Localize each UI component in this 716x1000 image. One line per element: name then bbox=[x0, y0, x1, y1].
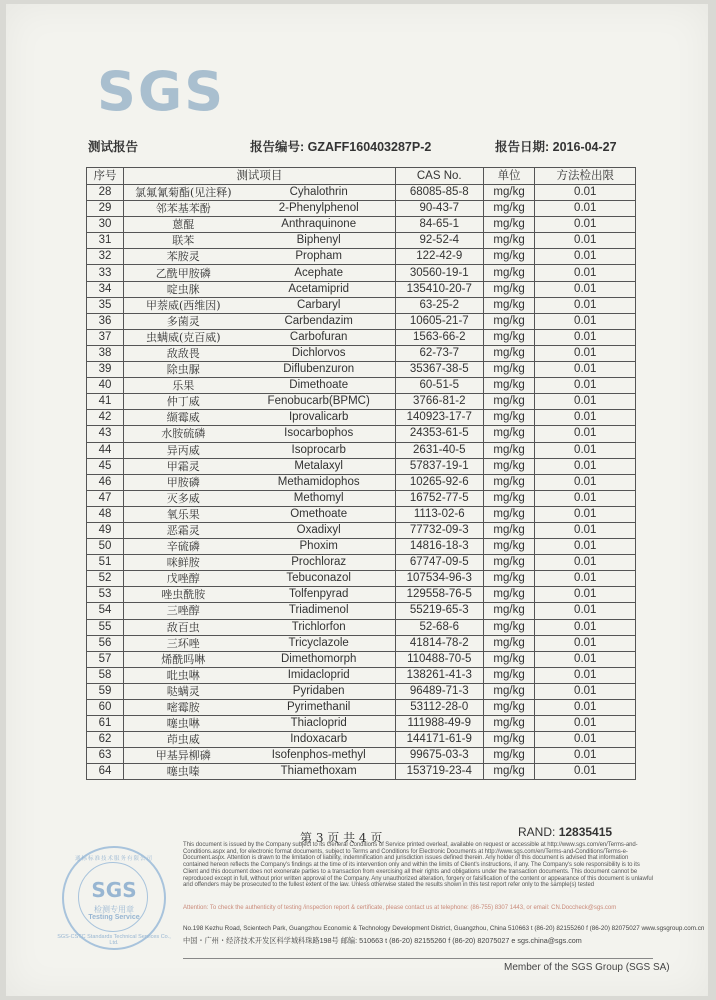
row-item-en: Indoxacarb bbox=[243, 732, 396, 748]
row-number: 52 bbox=[87, 571, 124, 587]
table-row bbox=[87, 201, 636, 217]
row-item-cn: 甲胺磷 bbox=[124, 474, 243, 490]
row-cas-no: 55219-65-3 bbox=[395, 603, 483, 619]
row-number: 50 bbox=[87, 539, 124, 555]
row-unit: mg/kg bbox=[483, 764, 535, 780]
table-row bbox=[87, 587, 636, 603]
row-unit: mg/kg bbox=[483, 603, 535, 619]
row-number: 35 bbox=[87, 297, 124, 313]
row-unit: mg/kg bbox=[483, 265, 535, 281]
row-item-en: Methamidophos bbox=[243, 474, 396, 490]
row-unit: mg/kg bbox=[483, 700, 535, 716]
row-item-cn: 哒螨灵 bbox=[124, 683, 243, 699]
row-cas-no: 153719-23-4 bbox=[395, 764, 483, 780]
row-cas-no: 30560-19-1 bbox=[395, 265, 483, 281]
row-cas-no: 63-25-2 bbox=[395, 297, 483, 313]
row-detection-limit: 0.01 bbox=[535, 635, 636, 651]
stamp-ring-bottom-text: SGS-CSTC Standards Technical Services Co., Ltd. bbox=[57, 934, 171, 946]
table-row bbox=[87, 233, 636, 249]
row-cas-no: 67747-09-5 bbox=[395, 555, 483, 571]
row-detection-limit: 0.01 bbox=[535, 394, 636, 410]
row-detection-limit: 0.01 bbox=[535, 667, 636, 683]
row-number: 48 bbox=[87, 506, 124, 522]
address-chinese: 中国・广州・经济技术开发区科学城科珠路198号 邮编: 510663 t (86-20) 82155260 f (86-20) 82075027 e sgs.china@sgs.com bbox=[183, 936, 582, 945]
footer-divider bbox=[183, 958, 653, 959]
table-row bbox=[87, 732, 636, 748]
row-cas-no: 111988-49-9 bbox=[395, 716, 483, 732]
row-item-cn: 甲基异柳磷 bbox=[124, 748, 243, 764]
stamp-ring-top-text: 通标标准技术服务有限公司 bbox=[74, 856, 153, 862]
row-cas-no: 77732-09-3 bbox=[395, 522, 483, 538]
row-unit: mg/kg bbox=[483, 635, 535, 651]
row-detection-limit: 0.01 bbox=[535, 522, 636, 538]
row-item-cn: 氯氟氰菊酯(见注释) bbox=[124, 185, 243, 201]
row-detection-limit: 0.01 bbox=[535, 700, 636, 716]
row-item-cn: 缬霉威 bbox=[124, 410, 243, 426]
row-number: 61 bbox=[87, 716, 124, 732]
row-cas-no: 53112-28-0 bbox=[395, 700, 483, 716]
row-item-cn: 三唑醇 bbox=[124, 603, 243, 619]
row-detection-limit: 0.01 bbox=[535, 442, 636, 458]
row-detection-limit: 0.01 bbox=[535, 603, 636, 619]
row-unit: mg/kg bbox=[483, 281, 535, 297]
row-number: 56 bbox=[87, 635, 124, 651]
table-row bbox=[87, 442, 636, 458]
row-item-en: Imidacloprid bbox=[243, 667, 396, 683]
row-cas-no: 84-65-1 bbox=[395, 217, 483, 233]
row-unit: mg/kg bbox=[483, 297, 535, 313]
table-row bbox=[87, 345, 636, 361]
row-item-cn: 三环唑 bbox=[124, 635, 243, 651]
row-item-en: Iprovalicarb bbox=[243, 410, 396, 426]
row-number: 34 bbox=[87, 281, 124, 297]
row-item-cn: 敌百虫 bbox=[124, 619, 243, 635]
row-detection-limit: 0.01 bbox=[535, 716, 636, 732]
table-row bbox=[87, 539, 636, 555]
row-item-cn: 灭多威 bbox=[124, 490, 243, 506]
table-row bbox=[87, 555, 636, 571]
row-cas-no: 62-73-7 bbox=[395, 345, 483, 361]
row-item-en: Trichlorfon bbox=[243, 619, 396, 635]
legal-disclaimer: This document is issued by the Company subject to its General Conditions of Service printed overleaf, available on request or accessible at http://www.sgs.com/en/Terms-and-Conditions.aspx and, for electronic format documents, subject to Terms and Conditions for Electronic Documents at http://www.sgs.com/en/Terms-and-Conditions/Terms-e-Document.aspx. Attention is drawn to the limitation of liability, indemnification and jurisdiction issues defined therein. Any holder of this document is advised that information contained hereon reflects the Company's findings at the time of its intervention only and within the limits of Client's instructions, if any. The Company's sole responsibility is to its Client and this document does not exonerate parties to a transaction from exercising all their rights and obligations under the transaction documents. This document cannot be reproduced except in full, without prior written approval of the Company. Any unauthorized alteration, forgery or falsification of the content or appearance of this document is unlawful and offenders may be prosecuted to the fullest extent of the law. Unless otherwise stated the results shown in this test report refer only to the sample(s) tested bbox=[183, 842, 653, 889]
row-unit: mg/kg bbox=[483, 313, 535, 329]
row-item-cn: 吡虫啉 bbox=[124, 667, 243, 683]
row-cas-no: 3766-81-2 bbox=[395, 394, 483, 410]
authenticity-notice: Attention: To check the authenticity of testing /inspection report & certificate, please contact us at telephone: (86-755) 8307 1443, or email: CN.Doccheck@sgs.com bbox=[183, 905, 617, 911]
row-number: 44 bbox=[87, 442, 124, 458]
table-row bbox=[87, 265, 636, 281]
table-row bbox=[87, 683, 636, 699]
row-item-en: Biphenyl bbox=[243, 233, 396, 249]
row-item-en: Cyhalothrin bbox=[243, 185, 396, 201]
row-unit: mg/kg bbox=[483, 683, 535, 699]
row-number: 54 bbox=[87, 603, 124, 619]
row-unit: mg/kg bbox=[483, 394, 535, 410]
col-header-limit: 方法检出限 bbox=[535, 168, 636, 185]
row-number: 58 bbox=[87, 667, 124, 683]
row-number: 59 bbox=[87, 683, 124, 699]
row-item-en: Tricyclazole bbox=[243, 635, 396, 651]
row-detection-limit: 0.01 bbox=[535, 378, 636, 394]
row-cas-no: 122-42-9 bbox=[395, 249, 483, 265]
row-cas-no: 96489-71-3 bbox=[395, 683, 483, 699]
row-item-cn: 噻虫啉 bbox=[124, 716, 243, 732]
row-item-en: Isofenphos-methyl bbox=[243, 748, 396, 764]
row-cas-no: 10605-21-7 bbox=[395, 313, 483, 329]
page-indicator: 第 3 页 共 4 页 bbox=[300, 831, 383, 845]
row-unit: mg/kg bbox=[483, 458, 535, 474]
row-cas-no: 35367-38-5 bbox=[395, 362, 483, 378]
row-item-cn: 茚虫威 bbox=[124, 732, 243, 748]
table-row bbox=[87, 426, 636, 442]
row-item-cn: 啶虫脒 bbox=[124, 281, 243, 297]
rand-code bbox=[518, 825, 612, 839]
row-number: 33 bbox=[87, 265, 124, 281]
report-title: 测试报告 bbox=[88, 140, 139, 154]
row-item-cn: 虫螨威(克百威) bbox=[124, 329, 243, 345]
row-item-cn: 敌敌畏 bbox=[124, 345, 243, 361]
row-item-cn: 氧乐果 bbox=[124, 506, 243, 522]
row-unit: mg/kg bbox=[483, 442, 535, 458]
row-number: 32 bbox=[87, 249, 124, 265]
row-detection-limit: 0.01 bbox=[535, 490, 636, 506]
row-item-cn: 甲霜灵 bbox=[124, 458, 243, 474]
row-detection-limit: 0.01 bbox=[535, 539, 636, 555]
row-cas-no: 90-43-7 bbox=[395, 201, 483, 217]
row-unit: mg/kg bbox=[483, 571, 535, 587]
row-detection-limit: 0.01 bbox=[535, 329, 636, 345]
table-row bbox=[87, 764, 636, 780]
row-cas-no: 129558-76-5 bbox=[395, 587, 483, 603]
row-item-en: Triadimenol bbox=[243, 603, 396, 619]
report-date: 报告日期: 2016-04-27 bbox=[495, 140, 617, 154]
row-item-cn: 除虫脲 bbox=[124, 362, 243, 378]
row-item-cn: 水胺硫磷 bbox=[124, 426, 243, 442]
table-row bbox=[87, 362, 636, 378]
table-row bbox=[87, 700, 636, 716]
row-detection-limit: 0.01 bbox=[535, 506, 636, 522]
row-cas-no: 52-68-6 bbox=[395, 619, 483, 635]
row-detection-limit: 0.01 bbox=[535, 249, 636, 265]
row-cas-no: 135410-20-7 bbox=[395, 281, 483, 297]
row-item-en: Propham bbox=[243, 249, 396, 265]
row-detection-limit: 0.01 bbox=[535, 764, 636, 780]
rand-label: RAND: bbox=[518, 825, 556, 839]
row-item-en: Anthraquinone bbox=[243, 217, 396, 233]
table-row bbox=[87, 185, 636, 201]
row-detection-limit: 0.01 bbox=[535, 233, 636, 249]
row-number: 40 bbox=[87, 378, 124, 394]
table-row bbox=[87, 571, 636, 587]
row-item-en: Dichlorvos bbox=[243, 345, 396, 361]
row-item-en: Diflubenzuron bbox=[243, 362, 396, 378]
row-item-cn: 噻虫嗪 bbox=[124, 764, 243, 780]
row-number: 45 bbox=[87, 458, 124, 474]
row-item-en: Carbaryl bbox=[243, 297, 396, 313]
table-row bbox=[87, 522, 636, 538]
row-item-en: Acephate bbox=[243, 265, 396, 281]
row-item-en: Pyrimethanil bbox=[243, 700, 396, 716]
row-item-cn: 多菌灵 bbox=[124, 313, 243, 329]
row-unit: mg/kg bbox=[483, 474, 535, 490]
row-unit: mg/kg bbox=[483, 506, 535, 522]
row-cas-no: 110488-70-5 bbox=[395, 651, 483, 667]
table-header-row bbox=[87, 168, 636, 185]
row-number: 41 bbox=[87, 394, 124, 410]
row-cas-no: 10265-92-6 bbox=[395, 474, 483, 490]
row-detection-limit: 0.01 bbox=[535, 683, 636, 699]
row-unit: mg/kg bbox=[483, 217, 535, 233]
row-item-en: 2-Phenylphenol bbox=[243, 201, 396, 217]
table-row bbox=[87, 603, 636, 619]
row-unit: mg/kg bbox=[483, 185, 535, 201]
row-item-en: Acetamiprid bbox=[243, 281, 396, 297]
row-item-en: Isocarbophos bbox=[243, 426, 396, 442]
row-detection-limit: 0.01 bbox=[535, 619, 636, 635]
row-detection-limit: 0.01 bbox=[535, 474, 636, 490]
row-number: 64 bbox=[87, 764, 124, 780]
row-detection-limit: 0.01 bbox=[535, 571, 636, 587]
table-row bbox=[87, 667, 636, 683]
row-number: 47 bbox=[87, 490, 124, 506]
row-number: 36 bbox=[87, 313, 124, 329]
table-row bbox=[87, 651, 636, 667]
col-header-no: 序号 bbox=[87, 168, 124, 185]
row-detection-limit: 0.01 bbox=[535, 313, 636, 329]
row-number: 46 bbox=[87, 474, 124, 490]
row-unit: mg/kg bbox=[483, 329, 535, 345]
row-number: 43 bbox=[87, 426, 124, 442]
row-number: 53 bbox=[87, 587, 124, 603]
row-item-cn: 恶霜灵 bbox=[124, 522, 243, 538]
row-detection-limit: 0.01 bbox=[535, 732, 636, 748]
row-unit: mg/kg bbox=[483, 362, 535, 378]
row-cas-no: 1113-02-6 bbox=[395, 506, 483, 522]
row-detection-limit: 0.01 bbox=[535, 426, 636, 442]
row-item-en: Tolfenpyrad bbox=[243, 587, 396, 603]
row-unit: mg/kg bbox=[483, 201, 535, 217]
row-item-cn: 嘧霉胺 bbox=[124, 700, 243, 716]
row-number: 28 bbox=[87, 185, 124, 201]
row-number: 29 bbox=[87, 201, 124, 217]
table-row bbox=[87, 619, 636, 635]
stamp-logo: SGS bbox=[91, 878, 137, 902]
table-row bbox=[87, 458, 636, 474]
row-number: 63 bbox=[87, 748, 124, 764]
row-detection-limit: 0.01 bbox=[535, 281, 636, 297]
row-item-en: Metalaxyl bbox=[243, 458, 396, 474]
row-item-cn: 仲丁威 bbox=[124, 394, 243, 410]
row-number: 30 bbox=[87, 217, 124, 233]
member-line: Member of the SGS Group (SGS SA) bbox=[504, 962, 670, 973]
row-cas-no: 2631-40-5 bbox=[395, 442, 483, 458]
row-cas-no: 60-51-5 bbox=[395, 378, 483, 394]
row-unit: mg/kg bbox=[483, 426, 535, 442]
row-number: 49 bbox=[87, 522, 124, 538]
results-table bbox=[86, 167, 636, 780]
rand-value: 12835415 bbox=[558, 825, 613, 839]
row-item-cn: 咪鲜胺 bbox=[124, 555, 243, 571]
row-item-en: Fenobucarb(BPMC) bbox=[243, 394, 396, 410]
row-item-en: Phoxim bbox=[243, 539, 396, 555]
row-item-en: Oxadixyl bbox=[243, 522, 396, 538]
row-cas-no: 140923-17-7 bbox=[395, 410, 483, 426]
table-row bbox=[87, 281, 636, 297]
row-cas-no: 68085-85-8 bbox=[395, 185, 483, 201]
row-item-cn: 甲萘威(西维因) bbox=[124, 297, 243, 313]
row-number: 62 bbox=[87, 732, 124, 748]
row-cas-no: 41814-78-2 bbox=[395, 635, 483, 651]
row-unit: mg/kg bbox=[483, 732, 535, 748]
table-row bbox=[87, 635, 636, 651]
table-row bbox=[87, 249, 636, 265]
row-detection-limit: 0.01 bbox=[535, 458, 636, 474]
row-number: 31 bbox=[87, 233, 124, 249]
row-detection-limit: 0.01 bbox=[535, 201, 636, 217]
row-item-cn: 异丙威 bbox=[124, 442, 243, 458]
row-item-cn: 邻苯基苯酚 bbox=[124, 201, 243, 217]
address-english: No.198 Kezhu Road, Scientech Park, Guangzhou Economic & Technology Development District, Guangzhou, China 510663 t (86-20) 82155260 f (86-20) 82075027 www.sgsgroup.com.cn bbox=[183, 925, 705, 932]
row-number: 51 bbox=[87, 555, 124, 571]
col-header-unit: 单位 bbox=[483, 168, 535, 185]
row-cas-no: 24353-61-5 bbox=[395, 426, 483, 442]
table-body bbox=[87, 185, 636, 780]
sgs-logo: SGS bbox=[97, 60, 226, 123]
row-number: 39 bbox=[87, 362, 124, 378]
row-number: 55 bbox=[87, 619, 124, 635]
row-cas-no: 57837-19-1 bbox=[395, 458, 483, 474]
row-item-en: Dimethomorph bbox=[243, 651, 396, 667]
row-detection-limit: 0.01 bbox=[535, 185, 636, 201]
col-header-item: 测试项目 bbox=[124, 168, 396, 185]
row-cas-no: 14816-18-3 bbox=[395, 539, 483, 555]
row-unit: mg/kg bbox=[483, 378, 535, 394]
row-item-en: Thiamethoxam bbox=[243, 764, 396, 780]
table-row bbox=[87, 474, 636, 490]
row-item-cn: 烯酰吗啉 bbox=[124, 651, 243, 667]
row-unit: mg/kg bbox=[483, 345, 535, 361]
table-row bbox=[87, 378, 636, 394]
row-item-en: Omethoate bbox=[243, 506, 396, 522]
row-unit: mg/kg bbox=[483, 651, 535, 667]
row-number: 57 bbox=[87, 651, 124, 667]
row-unit: mg/kg bbox=[483, 587, 535, 603]
row-unit: mg/kg bbox=[483, 555, 535, 571]
row-item-en: Prochloraz bbox=[243, 555, 396, 571]
row-item-en: Carbofuran bbox=[243, 329, 396, 345]
table-row bbox=[87, 748, 636, 764]
row-item-en: Carbendazim bbox=[243, 313, 396, 329]
row-item-cn: 戊唑醇 bbox=[124, 571, 243, 587]
row-cas-no: 107534-96-3 bbox=[395, 571, 483, 587]
row-number: 37 bbox=[87, 329, 124, 345]
row-item-en: Dimethoate bbox=[243, 378, 396, 394]
row-cas-no: 144171-61-9 bbox=[395, 732, 483, 748]
row-item-cn: 唑虫酰胺 bbox=[124, 587, 243, 603]
stamp-en-text: Testing Service bbox=[88, 914, 140, 921]
row-unit: mg/kg bbox=[483, 619, 535, 635]
row-number: 42 bbox=[87, 410, 124, 426]
row-unit: mg/kg bbox=[483, 249, 535, 265]
row-detection-limit: 0.01 bbox=[535, 410, 636, 426]
stamp-cn-text: 检测专用章 bbox=[94, 905, 134, 914]
row-unit: mg/kg bbox=[483, 716, 535, 732]
row-item-cn: 辛硫磷 bbox=[124, 539, 243, 555]
table-row bbox=[87, 329, 636, 345]
row-unit: mg/kg bbox=[483, 522, 535, 538]
row-cas-no: 16752-77-5 bbox=[395, 490, 483, 506]
row-item-en: Tebuconazol bbox=[243, 571, 396, 587]
table-row bbox=[87, 394, 636, 410]
row-detection-limit: 0.01 bbox=[535, 748, 636, 764]
row-number: 38 bbox=[87, 345, 124, 361]
row-item-en: Pyridaben bbox=[243, 683, 396, 699]
row-unit: mg/kg bbox=[483, 748, 535, 764]
row-item-en: Thiacloprid bbox=[243, 716, 396, 732]
row-cas-no: 99675-03-3 bbox=[395, 748, 483, 764]
row-item-en: Methomyl bbox=[243, 490, 396, 506]
row-unit: mg/kg bbox=[483, 490, 535, 506]
table-row bbox=[87, 716, 636, 732]
row-item-cn: 乙酰甲胺磷 bbox=[124, 265, 243, 281]
row-item-cn: 联苯 bbox=[124, 233, 243, 249]
row-item-cn: 蒽醌 bbox=[124, 217, 243, 233]
row-detection-limit: 0.01 bbox=[535, 345, 636, 361]
table-row bbox=[87, 490, 636, 506]
row-number: 60 bbox=[87, 700, 124, 716]
row-detection-limit: 0.01 bbox=[535, 217, 636, 233]
table-row bbox=[87, 506, 636, 522]
table-row bbox=[87, 313, 636, 329]
row-detection-limit: 0.01 bbox=[535, 587, 636, 603]
row-unit: mg/kg bbox=[483, 233, 535, 249]
row-item-cn: 乐果 bbox=[124, 378, 243, 394]
row-item-cn: 苯胺灵 bbox=[124, 249, 243, 265]
row-detection-limit: 0.01 bbox=[535, 555, 636, 571]
table-row bbox=[87, 217, 636, 233]
row-unit: mg/kg bbox=[483, 410, 535, 426]
row-cas-no: 92-52-4 bbox=[395, 233, 483, 249]
row-detection-limit: 0.01 bbox=[535, 651, 636, 667]
row-detection-limit: 0.01 bbox=[535, 362, 636, 378]
testing-service-stamp bbox=[57, 846, 171, 950]
row-unit: mg/kg bbox=[483, 539, 535, 555]
table-row bbox=[87, 297, 636, 313]
row-detection-limit: 0.01 bbox=[535, 297, 636, 313]
row-unit: mg/kg bbox=[483, 667, 535, 683]
col-header-cas: CAS No. bbox=[395, 168, 483, 185]
row-cas-no: 138261-41-3 bbox=[395, 667, 483, 683]
row-item-en: Isoprocarb bbox=[243, 442, 396, 458]
report-number: 报告编号: GZAFF160403287P-2 bbox=[250, 140, 432, 154]
table-row bbox=[87, 410, 636, 426]
row-cas-no: 1563-66-2 bbox=[395, 329, 483, 345]
row-detection-limit: 0.01 bbox=[535, 265, 636, 281]
